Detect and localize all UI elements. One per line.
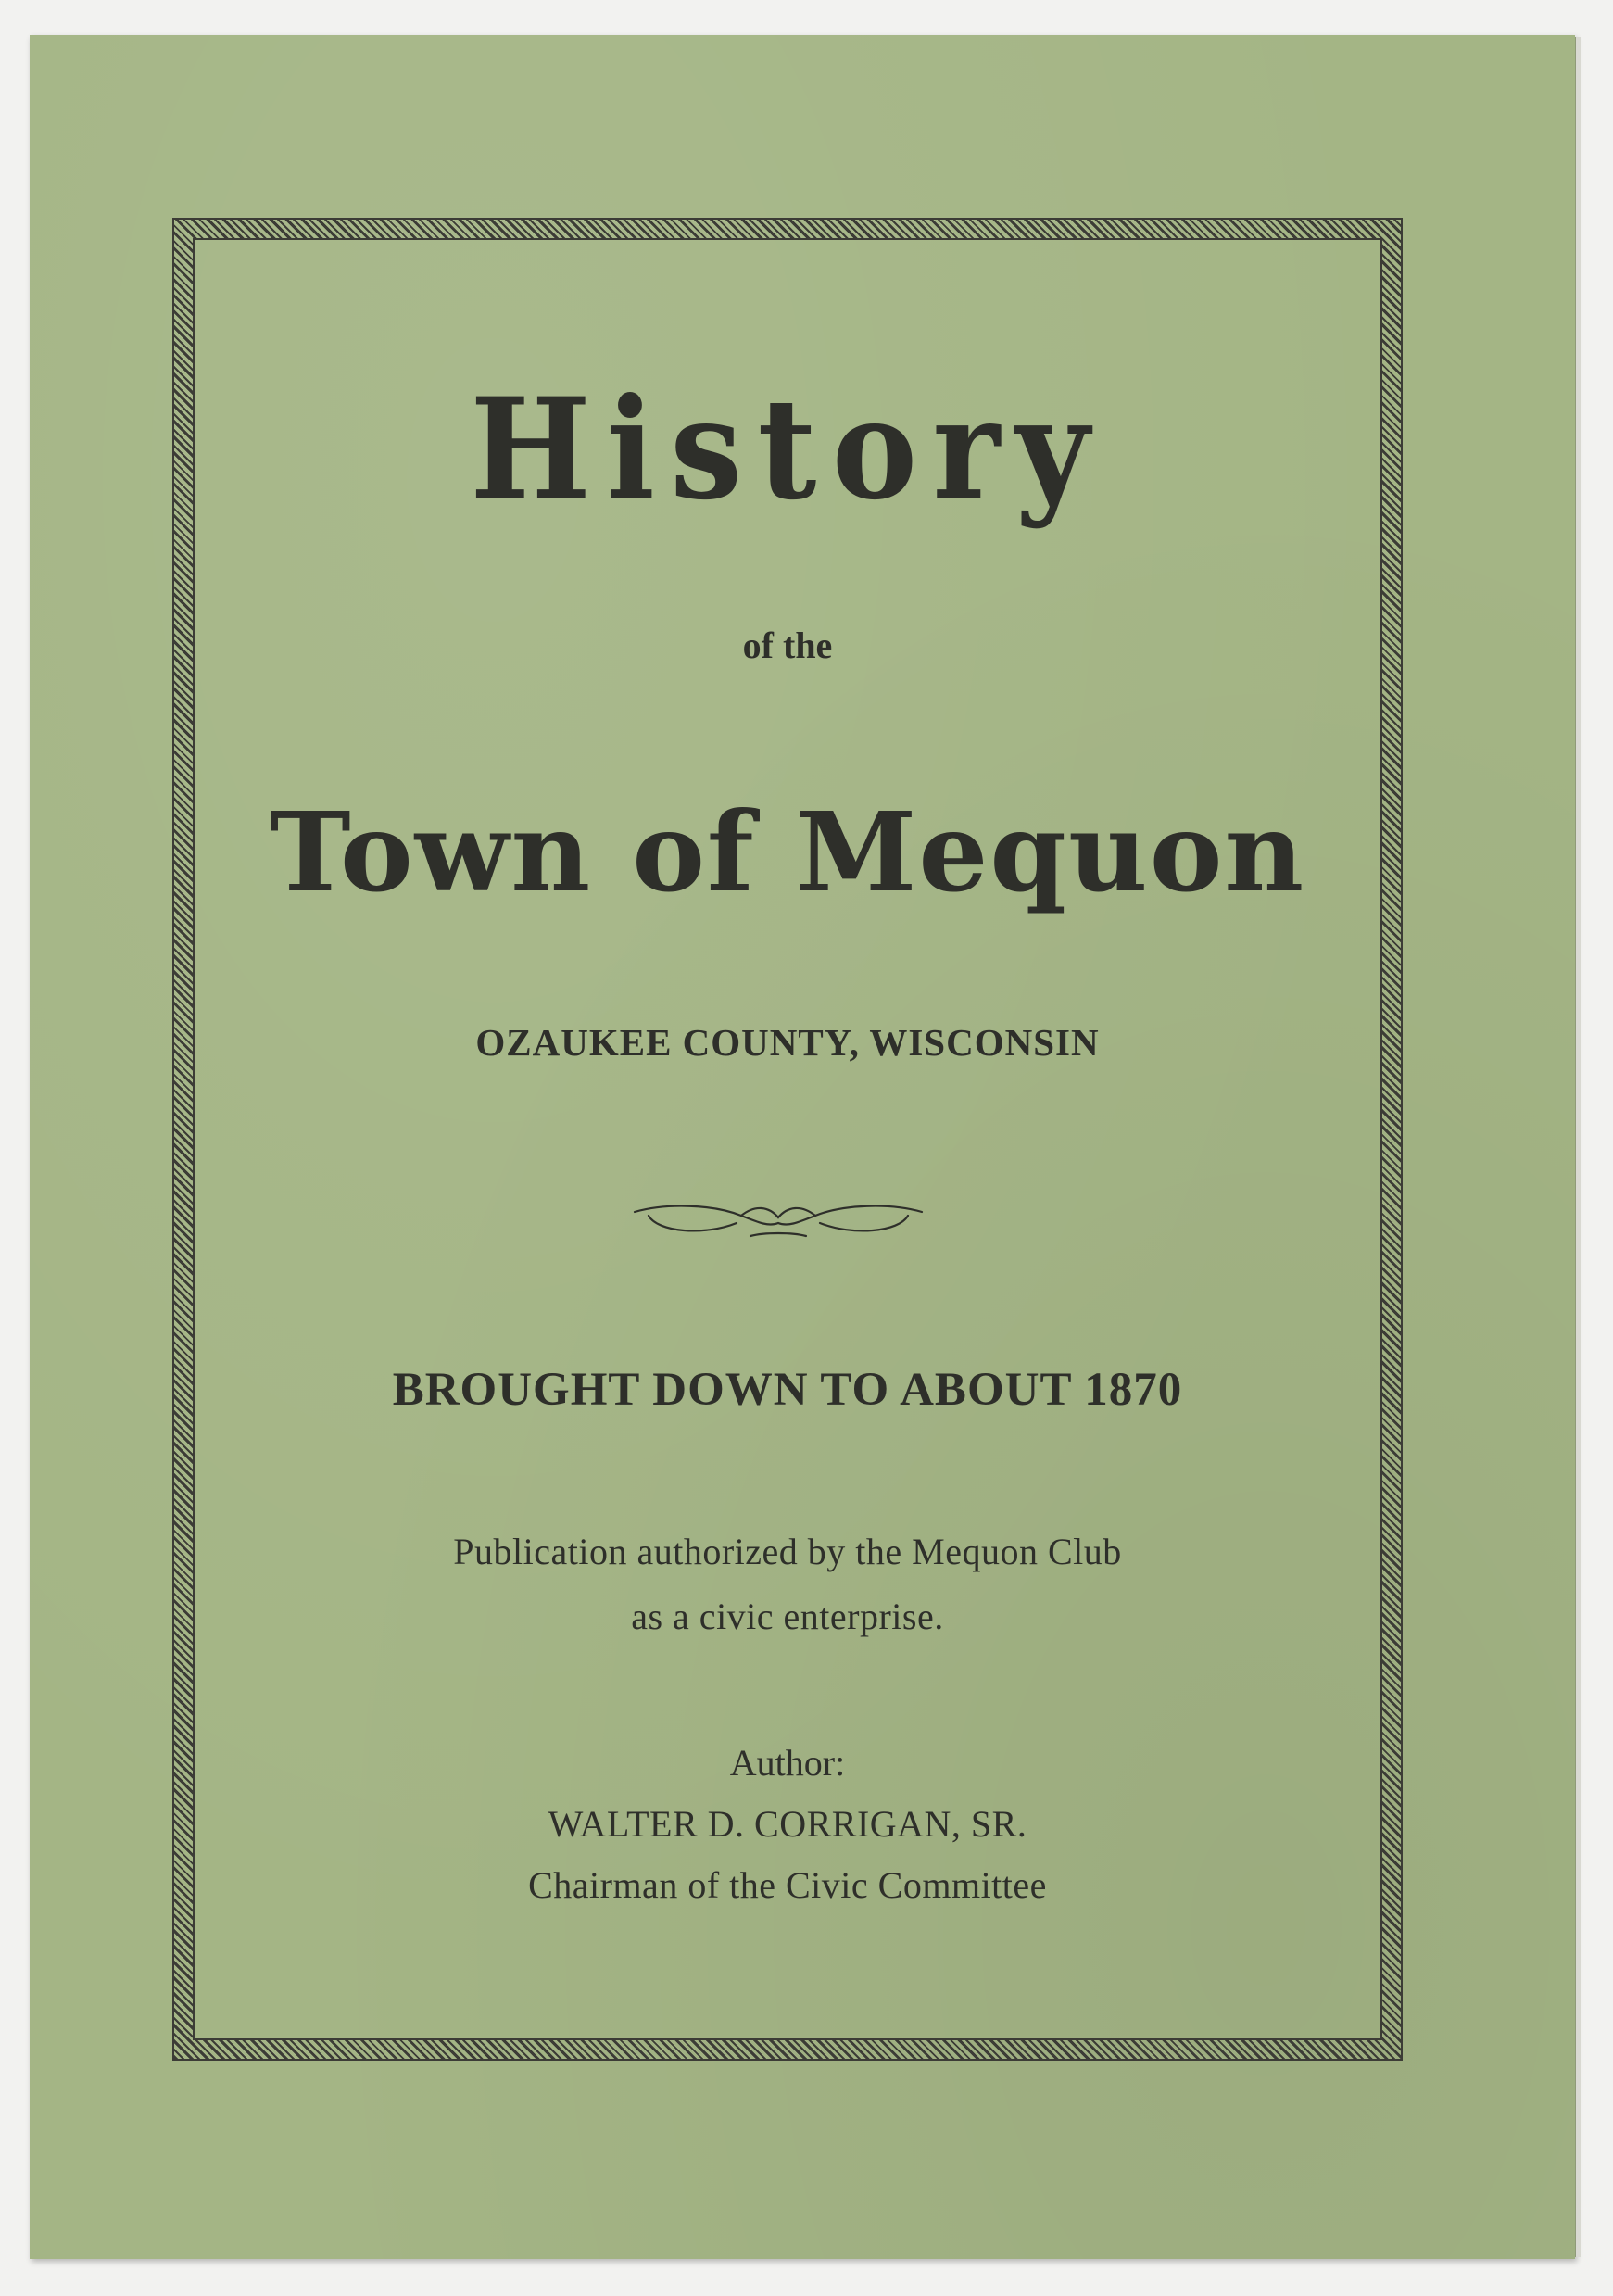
publication-note [193,1520,1382,1649]
title-history: History [470,368,1105,531]
period-heading: BROUGHT DOWN TO ABOUT 1870 [392,1364,1183,1416]
author-name: WALTER D. CORRIGAN, SR. [548,1803,1027,1845]
title-of-the: of the [742,624,833,666]
flourish-ornament-icon [630,1195,926,1251]
publication-line-2: as a civic enterprise. [631,1596,944,1637]
page-edge [1575,37,1581,2257]
title-town-of-mequon: Town of Mequon [269,788,1306,916]
publication-line-1: Publication authorized by the Mequon Club [453,1531,1122,1572]
author-block [193,1794,1382,1916]
author-role: Chairman of the Civic Committee [528,1864,1047,1906]
county-subtitle: OZAUKEE COUNTY, WISCONSIN [475,1021,1100,1064]
author-label: Author: [729,1742,846,1784]
